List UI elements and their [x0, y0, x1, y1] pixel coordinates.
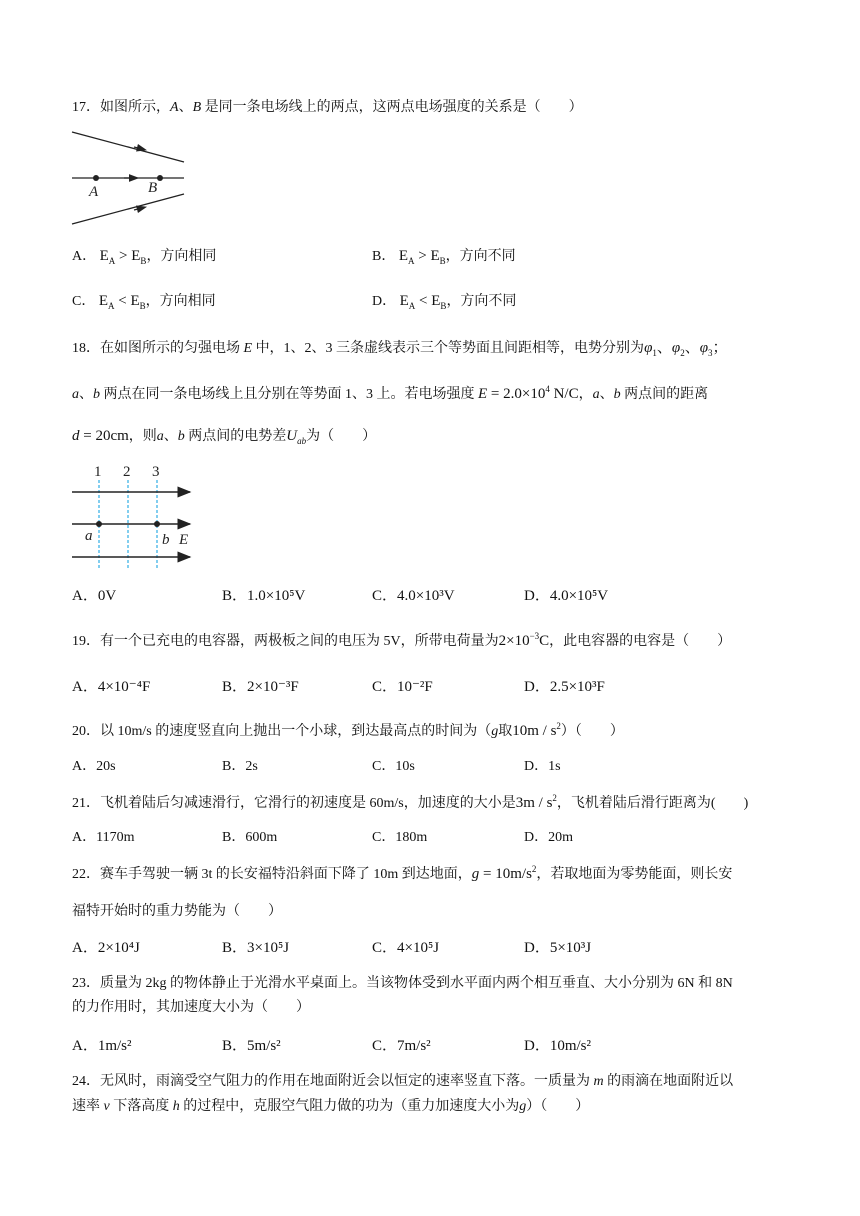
q18-option-d[interactable]: D．4.0×10⁵V	[524, 588, 609, 604]
q21-options-row	[72, 828, 792, 848]
q18-stem-part: 中，1、2、3 三条虚线表示三个等势面且间距相等，电势分别为	[255, 341, 645, 356]
q18-label-2: 2	[123, 464, 131, 480]
q24-stem-line-1	[72, 1072, 733, 1092]
q17-field-line-figure	[72, 128, 192, 228]
q17-option-d-suffix: ，方向不同	[446, 294, 517, 309]
q18-option-a[interactable]: A．0V	[72, 588, 117, 604]
q22-option-d[interactable]: D．5×10³J	[524, 940, 592, 956]
q21-stem	[72, 793, 748, 814]
q18-var-a: a	[72, 387, 79, 402]
q17-stem-part: 17．如图所示，	[72, 100, 170, 115]
q20-stem-part: ）（ ）	[560, 724, 624, 739]
q17-option-b-letter: B．	[372, 249, 396, 264]
q22-g-value: $g = 10m/s^2$	[471, 864, 537, 882]
q20-option-b[interactable]: B．2s	[222, 759, 258, 774]
q19-option-d[interactable]: D．2.5×10³F	[524, 679, 605, 695]
q23-option-c[interactable]: C．7m/s²	[372, 1038, 431, 1054]
q21-option-d[interactable]: D．20m	[524, 830, 573, 845]
q24-stem-part: 的过程中，克服空气阻力做的功为（重力加速度大小为	[183, 1099, 520, 1114]
q17-option-a[interactable]	[72, 246, 216, 267]
q17-stem-part: 是同一条电场线上的两点，这两点电场强度的关系是（ ）	[204, 100, 583, 115]
q22-options-row	[72, 938, 792, 958]
q22-option-c[interactable]: C．4×10⁵J	[372, 940, 440, 956]
q20-stem-part: 20．以 10m/s 的速度竖直向上抛出一个小球，到达最高点的时间为（	[72, 724, 492, 739]
q17-option-b-suffix: ，方向不同	[445, 249, 516, 264]
q18-option-b[interactable]: B．1.0×10⁵V	[222, 588, 306, 604]
q23-stem-line-2: 的力作用时，其加速度大小为（ ）	[72, 1000, 310, 1015]
q17-option-d-letter: D．	[372, 294, 397, 309]
q17-var-b: B	[192, 100, 202, 115]
q18-option-c[interactable]: C．4.0×10³V	[372, 588, 455, 604]
q19-option-b[interactable]: B．2×10⁻³F	[222, 679, 299, 695]
q20-g-value: $10m / s^2$	[512, 721, 561, 739]
q17-option-d[interactable]	[372, 291, 516, 312]
q18-field-strength: $E = 2.0\times 10^4$ N/C	[478, 384, 579, 402]
q22-option-a[interactable]: A．2×10⁴J	[72, 940, 140, 956]
q21-stem-part: 21．飞机着陆后匀减速滑行，它滑行的初速度是 60m/s，加速度的大小是	[72, 796, 516, 811]
q18-options-row	[72, 586, 792, 606]
q23-option-a[interactable]: A．1m/s²	[72, 1038, 132, 1054]
q24-stem-part: 的雨滴在地面附近以	[607, 1074, 734, 1089]
q22-stem-part: 22．赛车手驾驶一辆 3t 的长安福特沿斜面下降了 10m 到达地面，	[72, 867, 472, 882]
q19-stem	[72, 631, 731, 652]
q18-distance: d = 20cm	[72, 428, 129, 444]
q20-option-d[interactable]: D．1s	[524, 759, 561, 774]
q22-option-b[interactable]: B．3×10⁵J	[222, 940, 290, 956]
q17-options-row-2	[72, 291, 792, 311]
q17-stem: 17．如图所示，A、B 是同一条电场线上的两点，这两点电场强度的关系是（ ）	[72, 100, 583, 115]
q17-option-b[interactable]	[372, 246, 516, 267]
q17-point-a-dot	[93, 175, 99, 181]
q19-charge: $2\times 10^{-3}C$	[498, 631, 550, 649]
q18-stem-line-1	[72, 338, 728, 359]
q18-stem-line-3: d = 20cm，则a、b 两点间的电势差$U_{ab}$为（ ）	[72, 428, 377, 446]
q24-stem-part: 下落高度	[113, 1099, 170, 1114]
q17-var-a: A	[170, 100, 179, 115]
q18-point-a-dot	[96, 521, 102, 527]
q19-stem-part: ，此电容器的电容是（ ）	[549, 634, 732, 649]
q24-stem-part: 速率	[72, 1099, 100, 1114]
q17-label-a: A	[89, 184, 99, 200]
q18-label-a: a	[85, 528, 93, 544]
q18-label-b: b	[162, 532, 170, 548]
q24-var-g: g	[519, 1099, 527, 1114]
q24-stem-part: ）（ ）	[526, 1099, 590, 1114]
q18-point-b-dot	[154, 521, 160, 527]
q17-option-d-math: $E_A < E_B$	[399, 293, 447, 311]
q17-point-b-dot	[157, 175, 163, 181]
q18-stem-part: 18．在如图所示的匀强电场	[72, 341, 240, 356]
q17-label-b: B	[148, 180, 158, 196]
q18-var-e: E	[243, 341, 253, 356]
q17-field-line-top	[72, 132, 184, 162]
q18-stem-part: ，则	[128, 429, 157, 444]
q18-label-3: 3	[152, 464, 160, 480]
q18-label-1: 1	[94, 464, 102, 480]
q17-options-row-1	[72, 246, 792, 266]
q20-stem-part: 取	[498, 724, 513, 739]
q23-option-b[interactable]: B．5m/s²	[222, 1038, 281, 1054]
q18-stem-part: 两点间的距离	[624, 387, 709, 402]
q18-var-b: b	[613, 387, 621, 402]
q20-option-c[interactable]: C．10s	[372, 759, 415, 774]
q24-var-h: h	[172, 1099, 180, 1114]
q21-stem-part: ，飞机着陆后滑行距离为( )	[556, 796, 749, 811]
q22-stem-line-1	[72, 864, 732, 885]
q18-var-b: b	[93, 387, 100, 402]
q21-option-b[interactable]: B．600m	[222, 830, 278, 845]
q24-var-m: m	[593, 1074, 604, 1089]
q24-stem-line-2	[72, 1097, 589, 1117]
q22-stem-part: ，若取地面为零势能面，则长安	[536, 867, 733, 882]
q21-accel: $3m / s^2$	[515, 793, 557, 811]
q17-option-a-letter: A．	[72, 249, 97, 264]
q23-option-d[interactable]: D．10m/s²	[524, 1038, 592, 1054]
q19-option-a[interactable]: A．4×10⁻⁴F	[72, 679, 151, 695]
q17-option-c[interactable]	[72, 291, 216, 312]
q20-stem	[72, 721, 624, 742]
q18-stem-part: 为（ ）	[306, 429, 377, 444]
q19-stem-part: 19．有一个已充电的电容器，两极板之间的电压为 5V，所带电荷量为	[72, 634, 499, 649]
q17-option-c-letter: C．	[72, 294, 96, 309]
q17-option-c-suffix: ，方向相同	[145, 294, 216, 309]
q18-uniform-field-figure	[72, 460, 202, 570]
q21-option-a[interactable]: A．1170m	[72, 830, 135, 845]
q19-option-c[interactable]: C．10⁻²F	[372, 679, 433, 695]
q23-stem-line-1: 23．质量为 2kg 的物体静止于光滑水平桌面上。当该物体受到水平面内两个相互垂直、大小分别为 6N 和 8N	[72, 976, 733, 991]
q21-option-c[interactable]: C．180m	[372, 830, 428, 845]
q18-var-a: a	[156, 429, 164, 444]
q19-options-row	[72, 677, 792, 697]
q20-option-a[interactable]: A．20s	[72, 759, 116, 774]
q24-stem-part: 24．无风时，雨滴受空气阻力的作用在地面附近会以恒定的速率竖直下落。一质量为	[72, 1074, 590, 1089]
q23-options-row	[72, 1036, 792, 1056]
q22-stem-line-2: 福特开始时的重力势能为（ ）	[72, 904, 282, 919]
q18-var-b: b	[177, 429, 185, 444]
q18-stem-part: 两点在同一条电场线上且分别在等势面 1、3 上。若电场强度	[103, 387, 475, 402]
q18-stem-line-2: a、b 两点在同一条电场线上且分别在等势面 1、3 上。若电场强度 $E = 2.0\times 10^4$ N/C，a、b 两点间的距离	[72, 384, 709, 402]
q18-stem-part: 两点间的电势差	[188, 429, 287, 444]
q18-label-e: E	[179, 532, 189, 548]
q18-potentials: $\varphi_1$、$\varphi_2$、$\varphi_3$；	[644, 340, 728, 358]
q17-option-a-math: $E_A > E_B$	[99, 248, 147, 266]
q24-var-v: v	[103, 1099, 110, 1114]
q17-option-c-math: $E_A < E_B$	[98, 293, 146, 311]
q20-var-g: g	[491, 724, 499, 739]
q17-option-a-suffix: ，方向相同	[146, 249, 217, 264]
q20-options-row	[72, 757, 792, 777]
q18-potential-diff: $U_{ab}$	[286, 428, 307, 446]
q18-var-a: a	[592, 387, 600, 402]
q17-option-b-math: $E_A > E_B$	[398, 248, 446, 266]
